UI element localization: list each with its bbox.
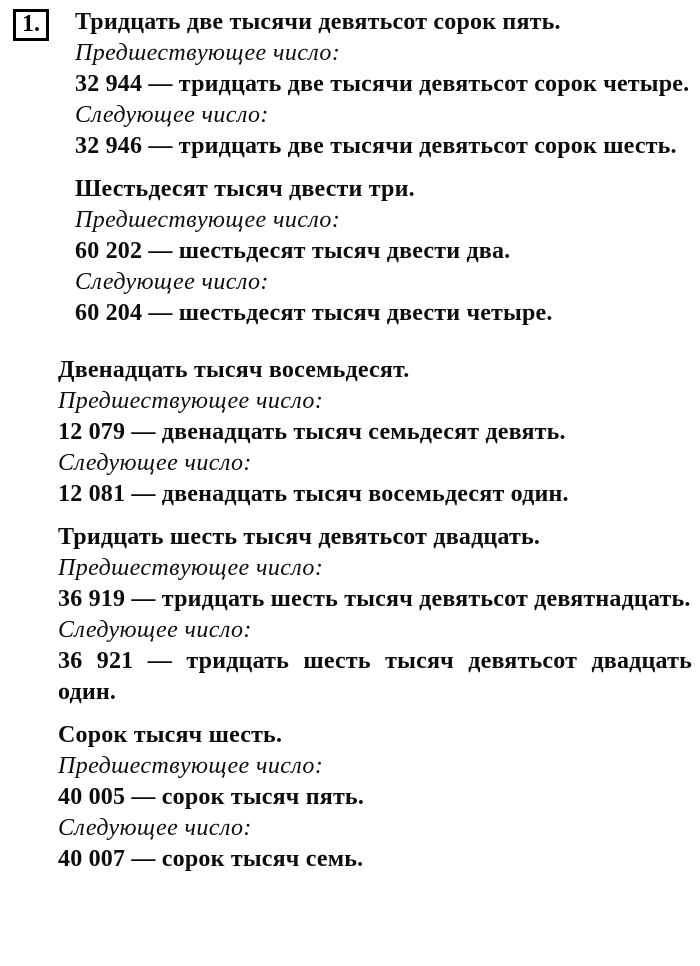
previous-number-line: 12 079 — двенадцать тысяч семьдесят девять. xyxy=(58,419,566,445)
next-number-label: Следующее число: xyxy=(58,450,252,476)
exercise-number: 1. xyxy=(22,11,40,37)
next-number-line: 32 946 — тридцать две тысячи девятьсот сорок шесть. xyxy=(75,133,677,159)
previous-number-label: Предшествующее число: xyxy=(75,207,341,233)
previous-number-label: Предшествующее число: xyxy=(75,40,341,66)
previous-number-line: 32 944 — тридцать две тысячи девятьсот сорок четыре. xyxy=(75,71,690,97)
previous-number-line: 36 919 — тридцать шесть тысяч девятьсот девятнадцать. xyxy=(58,586,691,612)
item-title: Тридцать шесть тысяч девятьсот двадцать. xyxy=(58,524,541,550)
item-title: Шестьдесят тысяч двести три. xyxy=(75,176,415,202)
item-title: Двенадцать тысяч восемьдесят. xyxy=(58,357,410,383)
exercise-number-badge xyxy=(13,9,49,41)
next-number-label: Следующее число: xyxy=(75,269,269,295)
next-number-label: Следующее число: xyxy=(75,102,269,128)
number-item xyxy=(58,355,692,510)
next-number-line: 40 007 — сорок тысяч семь. xyxy=(58,846,364,872)
number-item xyxy=(58,720,692,875)
previous-number-line: 40 005 — сорок тысяч пять. xyxy=(58,784,365,810)
item-title: Сорок тысяч шесть. xyxy=(58,722,283,748)
item-title: Тридцать две тысячи девятьсот сорок пять. xyxy=(75,9,561,35)
previous-number-label: Предшествующее число: xyxy=(58,388,324,414)
number-item xyxy=(75,174,692,329)
next-number-label: Следующее число: xyxy=(58,815,252,841)
number-item xyxy=(58,522,692,708)
next-number-line: 36 921 — тридцать шесть тысяч девятьсот двадцать один. xyxy=(58,648,692,705)
previous-number-label: Предшествующее число: xyxy=(58,555,324,581)
next-number-line: 12 081 — двенадцать тысяч восемьдесят один. xyxy=(58,481,569,507)
previous-number-line: 60 202 — шестьдесят тысяч двести два. xyxy=(75,238,511,264)
number-item xyxy=(75,7,692,162)
next-number-label: Следующее число: xyxy=(58,617,252,643)
next-number-line: 60 204 — шестьдесят тысяч двести четыре. xyxy=(75,300,553,326)
previous-number-label: Предшествующее число: xyxy=(58,753,324,779)
